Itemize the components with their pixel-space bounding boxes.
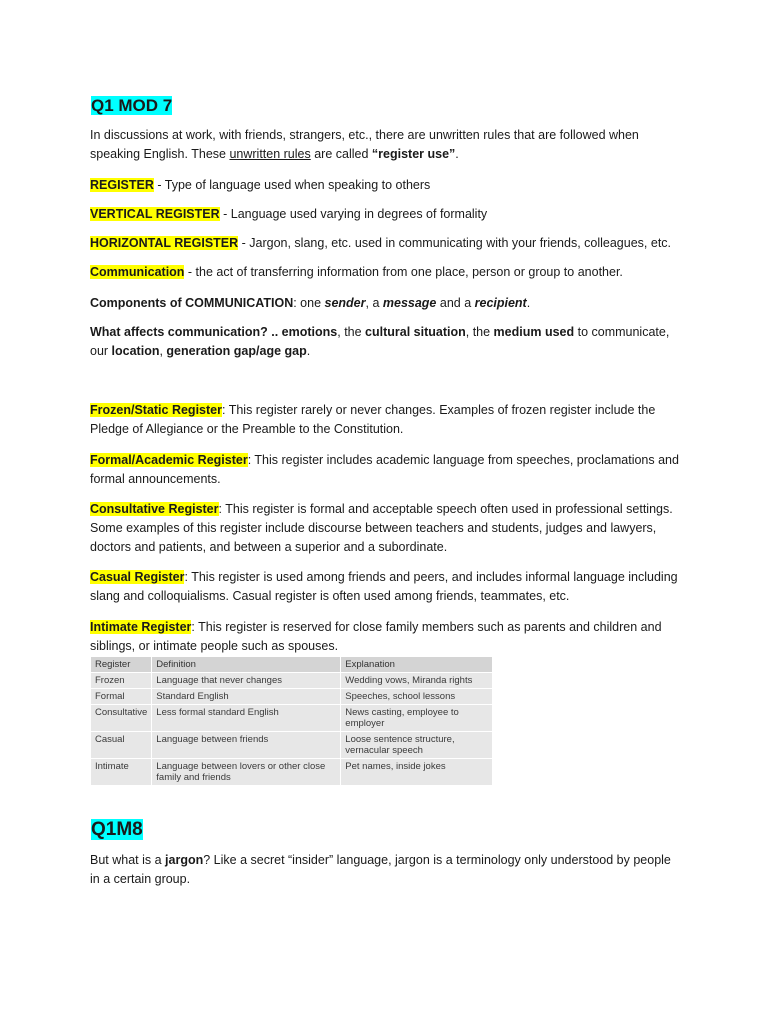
table-row — [91, 673, 493, 689]
underlined-phrase: unwritten rules — [229, 147, 311, 161]
components-paragraph — [90, 294, 680, 313]
text: , — [159, 344, 167, 358]
definition-text: - the act of transferring information from one place, person or group to another. — [184, 265, 623, 279]
table-cell: Loose sentence structure, vernacular speech — [341, 732, 493, 759]
register-text: : This register includes academic language from speeches, proclamations and formal announcements. — [90, 453, 679, 486]
table-row — [91, 732, 493, 759]
components-lead: Components of COMMUNICATION — [90, 296, 294, 310]
table-cell: Language between lovers or other close family and friends — [152, 759, 341, 786]
jargon-term: jargon — [165, 853, 204, 867]
table-header: Explanation — [341, 657, 493, 673]
register-term: Frozen/Static Register — [90, 403, 222, 417]
table-cell: Frozen — [91, 673, 152, 689]
register-formal — [90, 451, 680, 489]
definition-register — [90, 176, 680, 195]
generation-term: generation gap/age gap — [166, 344, 307, 358]
jargon-text: But what is a — [90, 853, 166, 867]
table-cell: Intimate — [91, 759, 152, 786]
heading-highlight: Q1 MOD 7 — [91, 96, 173, 115]
table-cell: Pet names, inside jokes — [341, 759, 493, 786]
jargon-text: ? Like a secret “insider” language, jargon is a terminology only understood by people in a certain group. — [90, 853, 671, 886]
affects-paragraph — [90, 323, 680, 361]
definition-communication — [90, 263, 680, 282]
register-frozen — [90, 401, 680, 439]
register-table — [90, 656, 493, 786]
section-heading-q1-mod7 — [90, 94, 174, 118]
table-cell: Less formal standard English — [152, 705, 341, 732]
text: and a — [436, 296, 475, 310]
recipient-term: recipient — [474, 296, 527, 310]
definition-vertical-register — [90, 205, 680, 224]
definition-horizontal-register — [90, 234, 680, 253]
definition-text: - Jargon, slang, etc. used in communicating with your friends, colleagues, etc. — [238, 236, 672, 250]
intro-text: . — [455, 147, 459, 161]
intro-text: In discussions at work, with friends, strangers, etc., there are unwritten rules that are followed when speaking English. These — [90, 128, 639, 161]
table-cell: Language between friends — [152, 732, 341, 759]
affects-lead: What affects communication? .. emotions — [90, 325, 338, 339]
text: , a — [365, 296, 383, 310]
register-casual — [90, 568, 680, 606]
medium-term: medium used — [493, 325, 575, 339]
table-cell: Language that never changes — [152, 673, 341, 689]
table-cell: Casual — [91, 732, 152, 759]
text: , the — [337, 325, 366, 339]
intro-paragraph — [90, 126, 680, 164]
text: . — [526, 296, 531, 310]
table-cell: Consultative — [91, 705, 152, 732]
table-header: Definition — [152, 657, 341, 673]
table-row — [91, 759, 493, 786]
text: . — [306, 344, 311, 358]
text: to communicate, our — [90, 325, 670, 358]
table-row — [91, 705, 493, 732]
jargon-paragraph — [90, 851, 680, 889]
heading-highlight: Q1M8 — [91, 819, 143, 840]
definition-term: REGISTER — [90, 178, 154, 192]
text: , the — [465, 325, 494, 339]
register-term: Intimate Register — [90, 620, 192, 634]
table-cell: Standard English — [152, 689, 341, 705]
table-cell: Speeches, school lessons — [341, 689, 493, 705]
cultural-term: cultural situation — [365, 325, 466, 339]
register-intimate — [90, 618, 680, 656]
table-cell: Formal — [91, 689, 152, 705]
register-term: Casual Register — [90, 570, 185, 584]
table-cell: News casting, employee to employer — [341, 705, 493, 732]
table-header: Register — [91, 657, 152, 673]
message-term: message — [382, 296, 437, 310]
table-header-row — [91, 657, 493, 673]
definition-text: - Language used varying in degrees of formality — [219, 207, 488, 221]
register-text: : This register is reserved for close family members such as parents and children and siblings, or intimate people such as spouses. — [90, 620, 662, 653]
table-row — [91, 689, 493, 705]
definition-term: Communication — [90, 265, 185, 279]
text: : one — [293, 296, 325, 310]
register-text: : This register is formal and acceptable speech often used in professional settings. Some examples of this register include discourse between teachers and students, judges and lawyers, doctors and patients, and between a superior and a subordinate. — [90, 502, 673, 554]
register-term: Consultative Register — [90, 502, 219, 516]
section-heading-q1m8 — [90, 816, 145, 844]
register-term: Formal/Academic Register — [90, 453, 248, 467]
definition-term: HORIZONTAL REGISTER — [90, 236, 239, 250]
sender-term: sender — [324, 296, 366, 310]
location-term: location — [111, 344, 160, 358]
table-cell: Wedding vows, Miranda rights — [341, 673, 493, 689]
register-text: : This register is used among friends and peers, and includes informal language including slang and colloquialisms. Casual register is often used among friends, teammates, etc. — [90, 570, 678, 603]
register-consultative — [90, 500, 680, 557]
register-text: : This register rarely or never changes. Examples of frozen register include the Pledge of Allegiance or the Preamble to the Constitution. — [90, 403, 656, 436]
register-use-term: “register use” — [371, 147, 456, 161]
intro-text: are called — [310, 147, 372, 161]
definition-text: - Type of language used when speaking to others — [153, 178, 431, 192]
definition-term: VERTICAL REGISTER — [90, 207, 220, 221]
